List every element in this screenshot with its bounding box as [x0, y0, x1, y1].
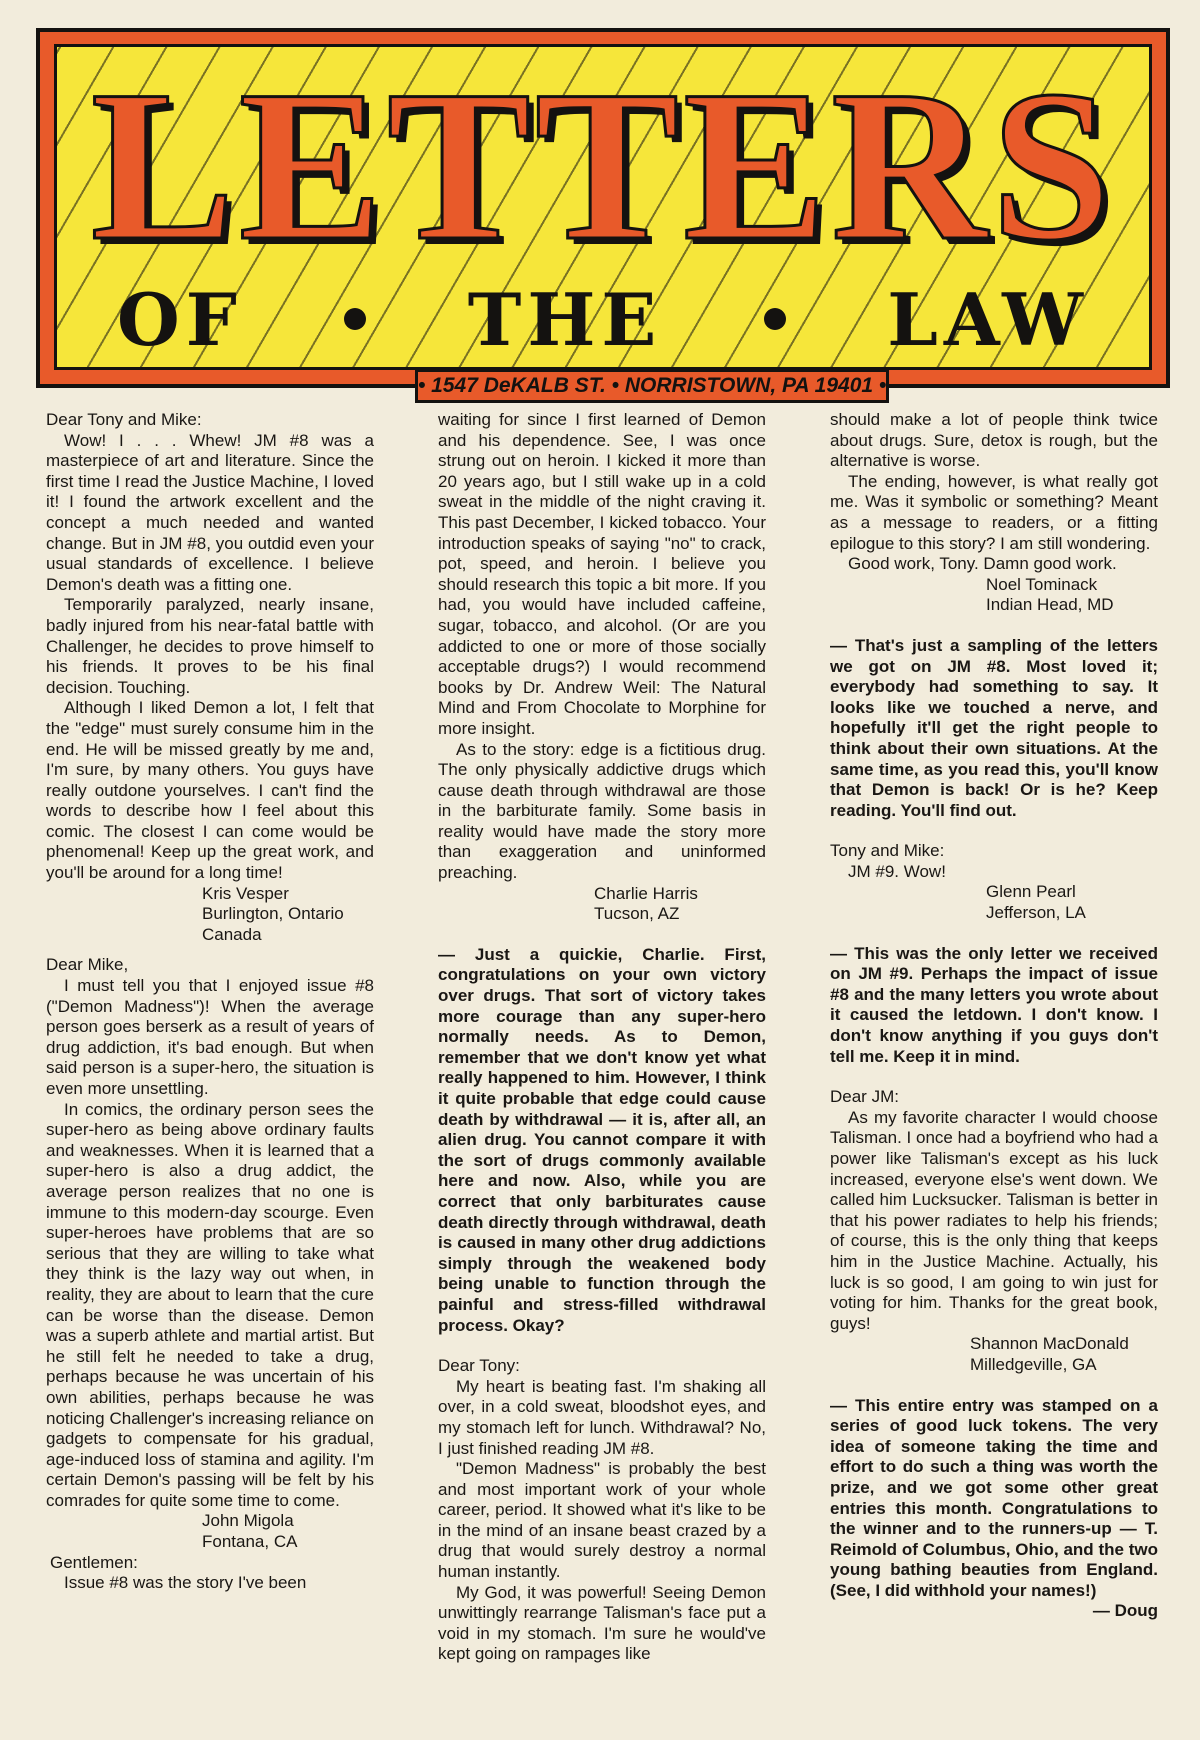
signature-name: Kris Vesper [202, 883, 289, 903]
signature-name: Noel Tominack [986, 574, 1098, 594]
letter-paragraph: waiting for since I first learned of Demon and his dependence. See, I was once strung out on heroin. I kicked it more than 20 years ago, but I still wake up in a cold sweat in the middle of the night craving it. This past December, I kicked tobacco. Your introduction speaks of saying "no" to crack, pot, speed, and heroin. I believe you should research this topic a bit more. If you had, you would have included caffeine, sugar, tobacco, and alcohol. (Or are you addicted to one or more of those socially acceptable drugs?) I would recommend books by Dr. Andrew Weil: The Natural Mind and From Chocolate to Morphine for more insight. [438, 410, 766, 738]
signature-city: Burlington, Ontario [202, 904, 344, 924]
mailing-address: • 1547 DeKALB ST. • NORRISTOWN, PA 19401 • [415, 369, 889, 403]
signature-city: Tucson, AZ [594, 904, 680, 924]
editor-reply: — That's just a sampling of the letters we got on JM #8. Most loved it; everybody had something to say. It looks like we touched a nerve, and hopefully it'll get the right people to think about their own situations. At the same time, as you read this, you'll know that Demon is back! Or is he? Keep reading. You'll find out. [830, 635, 1158, 820]
letter-paragraph: As to the story: edge is a fictitious drug. The only physically addictive drugs which cause death through withdrawal are those in the barbiturate family. Some basis in reality would have made the story more than exaggeration and uninformed preaching. [438, 739, 766, 883]
signature-name: Charlie Harris [594, 883, 698, 903]
letter-paragraph: My God, it was powerful! Seeing Demon unwittingly rearrange Talisman's face put a void in my stomach. I'm sure he would've kept going on rampages like [438, 1582, 766, 1664]
letter-paragraph: "Demon Madness" is probably the best and most important work of your whole career, period. It showed what it's like to be in the mind of an insane beast crazed by a drug that would surely destroy a normal human instantly. [438, 1459, 766, 1582]
masthead-banner [36, 28, 1170, 397]
letter-salutation: Gentlemen: [50, 1552, 138, 1572]
editor-reply: — This entire entry was stamped on a series of good luck tokens. The very idea of someone taking the time and effort to do such a thing was worth the prize, and we got some other great entries this month. Congratulations to the winner and to the runners-up — T. Reimold of Columbus, Ohio, and the two young bathing beauties from England. (See, I did withhold your names!) [830, 1395, 1158, 1600]
signature-name: Shannon MacDonald [970, 1334, 1129, 1354]
signature-name: John Migola [202, 1511, 294, 1531]
editor-reply: — Just a quickie, Charlie. First, congratulations on your own victory over drugs. That sort of victory takes more courage than any super-hero normally needs. As to Demon, remember that we don't know yet what really happened to him. However, I think it quite probable that edge could cause death by withdrawal — it is, after all, an alien drug. You cannot compare it with the sort of drugs commonly available here and now. Also, while you are correct that only barbiturates cause death directly through withdrawal, death is caused in many other drug addictions simply through the weakened body being unable to function through the painful and stress-filled withdrawal process. Okay? [438, 944, 766, 1335]
signature-city: Fontana, CA [202, 1532, 298, 1552]
letter-salutation: Dear Tony: [438, 1356, 520, 1376]
letter-paragraph: Issue #8 was the story I've been [64, 1573, 307, 1593]
editor-signoff: — Doug [1092, 1601, 1158, 1621]
masthead-subtitle [117, 276, 1089, 362]
editor-reply: — This was the only letter we received on JM #9. Perhaps the impact of issue #8 and the many letters you wrote about it caused the letdown. I don't know. I don't know anything if you guys don't tell me. Keep it in mind. [830, 943, 1158, 1066]
signature-city: Jefferson, LA [986, 903, 1086, 923]
signature-country: Canada [202, 924, 262, 944]
letter-paragraph: JM #9. Wow! [848, 861, 946, 881]
subtitle-the: THE [467, 276, 663, 362]
letter-paragraph: I must tell you that I enjoyed issue #8 ("Demon Madness")! When the average person goes berserk as a result of years of drug addiction, it's bad enough. But when said person is a super-hero, the situation is even more unsettling. [46, 976, 374, 1098]
bullet-dot-icon [764, 308, 786, 330]
signature-city: Milledgeville, GA [970, 1354, 1097, 1374]
letter-salutation: Tony and Mike: [830, 841, 945, 861]
letter-paragraph: should make a lot of people think twice about drugs. Sure, detox is rough, but the alternative is worse. [830, 410, 1158, 471]
column-2 [438, 410, 766, 1665]
letter-paragraph: Wow! I . . . Whew! JM #8 was a masterpiece of art and literature. Since the first time I read the Justice Machine, I loved it! I found the artwork excellent and the concept a much needed and wanted change. But in JM #8, you outdid even your usual standards of excellence. I believe Demon's death was a fitting one. [46, 430, 374, 594]
letter-paragraph: Although I liked Demon a lot, I felt that the "edge" must surely consume him in the end. He will be missed greatly by me and, I'm sure, by many others. You guys have really outdone yourselves. I can't find the words to describe how I feel about this comic. The closest I can come would be phenomenal! Keep up the great work, and you'll be around for a long time! [46, 698, 374, 883]
column-3 [830, 410, 1158, 1622]
column-1 [46, 410, 374, 1594]
letter-paragraph: Good work, Tony. Damn good work. [848, 554, 1117, 574]
bullet-dot-icon [344, 308, 366, 330]
signature-name: Glenn Pearl [986, 882, 1076, 902]
letter-salutation: Dear JM: [830, 1087, 899, 1107]
letter-salutation: Dear Mike, [46, 955, 129, 975]
letter-paragraph: Temporarily paralyzed, nearly insane, badly injured from his near-fatal battle with Challenger, he decides to prove himself to his friends. It proves to be his final decision. Touching. [46, 595, 374, 697]
letter-paragraph: As my favorite character I would choose Talisman. I once had a boyfriend who had a power like Talisman's except as his luck increased, everyone else's went down. We called him Lucksucker. Talisman is better in that his power radiates to help his friends; of course, this is the only thing that keeps him in the Justice Machine. Actually, his luck is so good, I am going to win just for voting for him. Thanks for the great book, guys! [830, 1107, 1158, 1333]
letter-paragraph: In comics, the ordinary person sees the super-hero as being above ordinary faults and weaknesses. When it is learned that a super-hero is also a drug addict, the average person realizes that no one is immune to this modern-day scourge. Even super-heroes have problems that are so serious that they are willing to take what they think is the lazy way out when, in reality, they are about to learn that the cure can be worse than the disease. Demon was a superb athlete and martial artist. But he still felt he needed to take a drug, perhaps because he was uncertain of his own abilities, perhaps because he was noticing Challenger's increasing reliance on gadgets to compensate for his gradual, age-induced loss of stamina and agility. I'm certain Demon's passing will be felt by his comrades for quite some time to come. [46, 1099, 374, 1510]
masthead-panel [54, 44, 1152, 397]
letter-paragraph: The ending, however, is what really got me. Was it symbolic or something? Meant as a message to readers, or a fitting epilogue to this story? I am still wondering. [830, 471, 1158, 553]
letter-salutation: Dear Tony and Mike: [46, 410, 202, 429]
letter-paragraph: My heart is beating fast. I'm shaking all over, in a cold sweat, bloodshot eyes, and my stomach left for lunch. Withdrawal? No, I just finished reading JM #8. [438, 1376, 766, 1458]
signature-city: Indian Head, MD [986, 595, 1114, 615]
masthead-title: LETTERS [90, 46, 1116, 285]
subtitle-of: OF [117, 276, 243, 362]
subtitle-law: LAW [887, 276, 1089, 362]
